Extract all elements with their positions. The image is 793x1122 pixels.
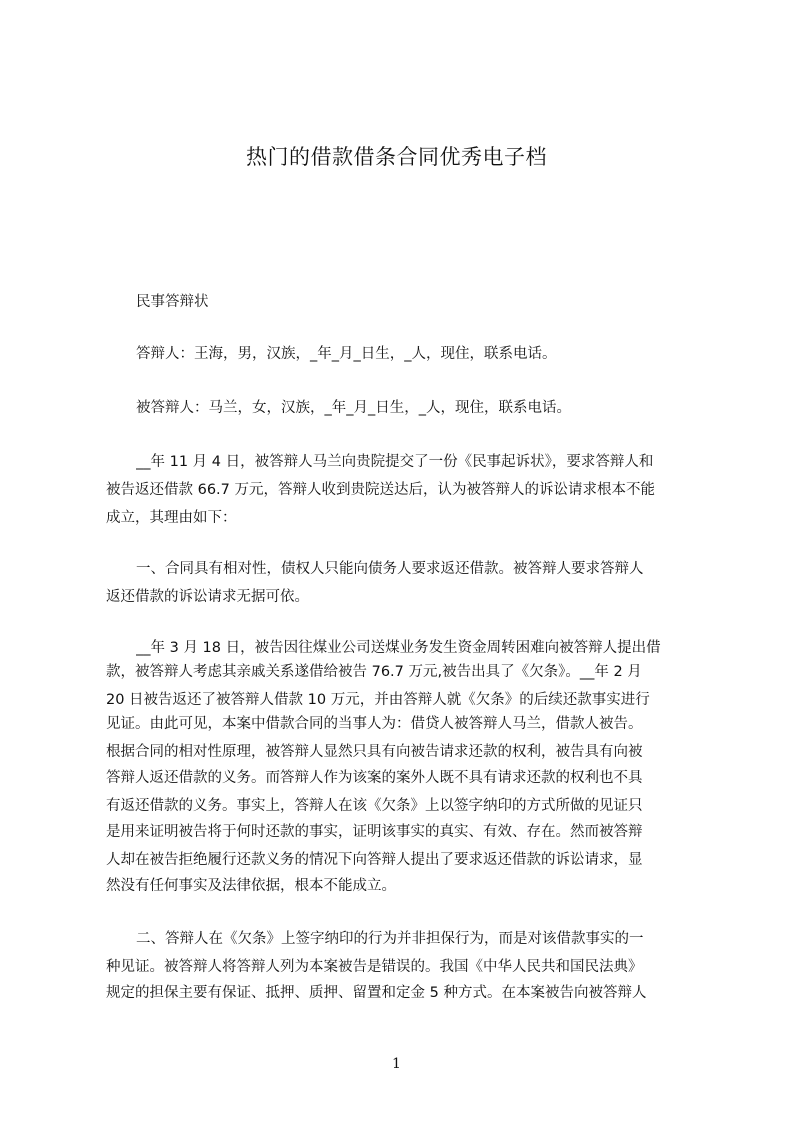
paragraph-line: 二、答辩人在《欠条》上签字纳印的行为并非担保行为，而是对该借款事实的一	[136, 931, 644, 947]
paragraph-line: 规定的担保主要有保证、抵押、质押、留置和定金 5 种方式。在本案被告向被答辩人	[106, 985, 647, 1001]
paragraph-line: 返还借款的诉讼请求无据可依。	[106, 589, 309, 605]
paragraph-line: 一、合同具有相对性，债权人只能向债务人要求返还借款。被答辩人要求答辩人	[136, 561, 644, 577]
paragraph-line: 被告返还借款 66.7 万元，答辩人收到贵院送达后，认为被答辩人的诉讼请求根本不能	[106, 482, 656, 498]
paragraph-line: 是用来证明被告将于何时还款的事实，证明该事实的真实、有效、存在。然而被答辩	[106, 824, 643, 840]
paragraph-line: 款，被答辩人考虑其亲戚关系遂借给被告 76.7 万元,被告出具了《欠条》。__年 2 月	[106, 664, 642, 680]
paragraph-line: 20 日被告返还了被答辩人借款 10 万元，并由答辩人就《欠条》的后续还款事实进行	[106, 692, 650, 708]
paragraph-line: 根据合同的相对性原理，被答辩人显然只具有向被告请求还款的权利，被告具有向被	[106, 744, 643, 760]
paragraph-line: 种见证。被答辩人将答辩人列为本案被告是错误的。我国《中华人民共和国民法典》	[106, 959, 643, 975]
respondent-line: 答辩人：王海，男，汉族，_年_月_日生，_人，现住，联系电话。	[136, 346, 557, 362]
paragraph-line: 答辩人返还借款的义务。而答辩人作为该案的案外人既不具有请求还款的权利也不具	[106, 770, 643, 786]
paragraph-line: 然没有任何事实及法律依据，根本不能成立。	[106, 878, 396, 894]
paragraph-line: 见证。由此可见，本案中借款合同的当事人为：借贷人被答辩人马兰，借款人被告。	[106, 716, 643, 732]
paragraph-line: __年 11 月 4 日，被答辩人马兰向贵院提交了一份《民事起诉状》，要求答辩人和	[136, 454, 654, 470]
paragraph-line: 人却在被告拒绝履行还款义务的情况下向答辩人提出了要求返还借款的诉讼请求，显	[106, 852, 643, 868]
section-heading: 民事答辩状	[136, 294, 209, 310]
page-number: 1	[392, 1056, 401, 1072]
document-title: 热门的借款借条合同优秀电子档	[246, 145, 547, 169]
paragraph-line: 成立，其理由如下：	[106, 510, 237, 526]
paragraph-line: __年 3 月 18 日，被告因往煤业公司送煤业务发生资金周转困难向被答辩人提出借	[136, 640, 661, 656]
plaintiff-line: 被答辩人：马兰，女，汉族，_年_月_日生，_人，现住，联系电话。	[136, 400, 571, 416]
paragraph-line: 有返还借款的义务。事实上，答辩人在该《欠条》上以签字纳印的方式所做的见证只	[106, 798, 643, 814]
